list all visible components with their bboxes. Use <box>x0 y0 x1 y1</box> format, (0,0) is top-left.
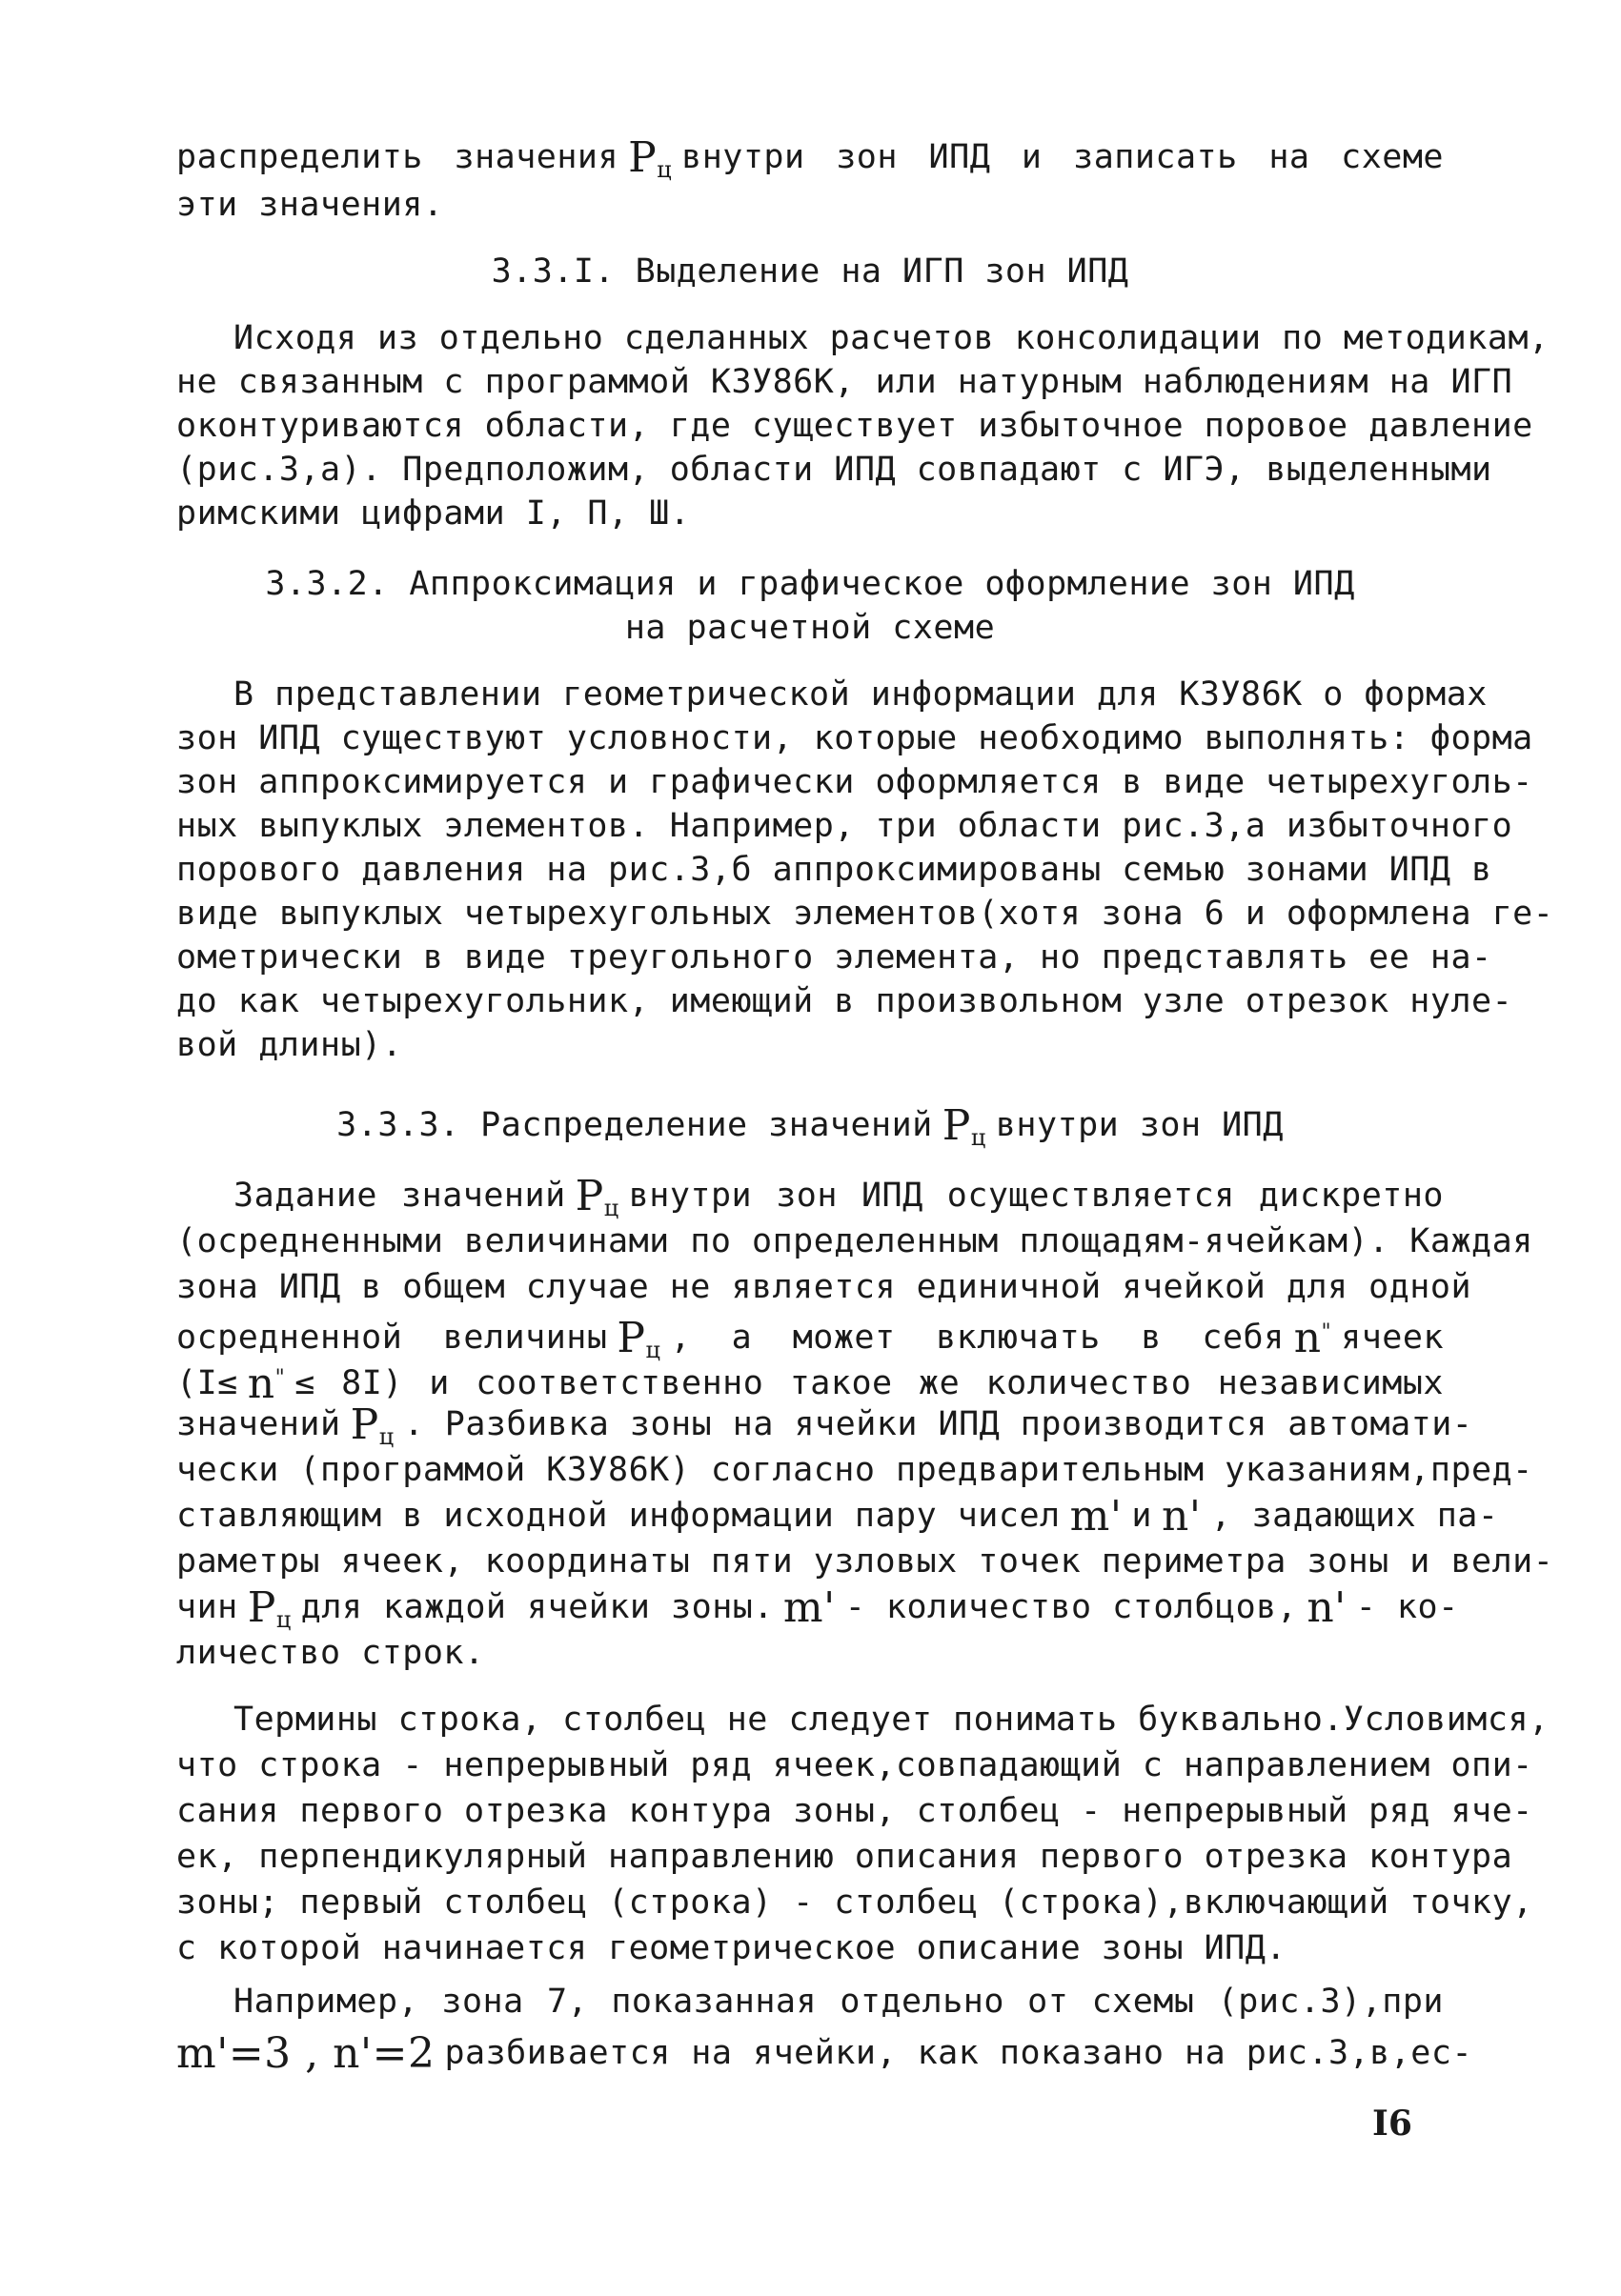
text-line: сания первого отрезка контура зоны, столбец - непрерывный ряд яче- <box>176 1792 1533 1830</box>
page-number: I6 <box>1372 2104 1412 2144</box>
text-line: что строка - непрерывный ряд ячеек,совпадающий с направлением опи- <box>176 1746 1533 1784</box>
text-line: ных выпуклых элементов. Например, три области рис.3,а избыточного <box>176 807 1513 845</box>
text-line: зон аппроксимируется и графически оформляется в виде четырехуголь- <box>176 763 1533 801</box>
symbol-p-c: $P_ц$ <box>575 1172 619 1221</box>
text-line: Задание значений $P_ц$ внутри зон ИПД осуществляется дискретно <box>233 1174 1444 1230</box>
text-line: вой длины). <box>176 1026 403 1064</box>
symbol-n-double-prime: n" <box>1293 1314 1332 1362</box>
symbol-p-c: $P_ц$ <box>617 1314 661 1363</box>
text-line: Исходя из отдельно сделанных расчетов консолидации по методикам, <box>233 319 1550 357</box>
symbol-m-prime: m' <box>782 1583 836 1632</box>
text-line: не связанным с программой КЗУ86К, или натурным наблюдениям на ИГП <box>176 363 1513 401</box>
section-heading-3-3-2-cont: на расчетной схеме <box>624 609 996 647</box>
symbol-m-n-values: m'=3 , n'=2 <box>176 2029 436 2078</box>
text-line: Термины строка, столбец не следует понимать буквально.Условимся, <box>233 1701 1550 1739</box>
symbol-p-c: $P_ц$ <box>628 133 673 183</box>
text-line: оконтуриваются области, где существует избыточное поровое давление <box>176 407 1533 445</box>
text-line: личество строк. <box>176 1634 485 1672</box>
text-line: раметры ячеек, координаты пяти узловых точек периметра зоны и вели- <box>176 1542 1554 1581</box>
section-heading-3-3-1: 3.3.I. Выделение на ИГП зон ИПД <box>491 252 1129 291</box>
text-line: (осредненными величинами по определенным площадям-ячейкам). Каждая <box>176 1222 1533 1260</box>
text-line: ек, перпендикулярный направлению описания первого отрезка контура <box>176 1838 1513 1876</box>
text-line: зоны; первый столбец (строка) - столбец (строка),включающий точку, <box>176 1883 1533 1922</box>
text-line: зона ИПД в общем случае не является единичной ячейкой для одной <box>176 1268 1472 1306</box>
text-line: зон ИПД существуют условности, которые необходимо выполнять: форма <box>176 719 1533 757</box>
symbol-m-prime: m' <box>1069 1492 1123 1541</box>
text-line: осредненной величины $P_ц$ , а может включать в себя n" ячеек <box>176 1311 1444 1372</box>
symbol-n-double-prime: n" <box>247 1359 286 1408</box>
text-line: чин $P_ц$ для каждой ячейки зоны. m' - количество столбцов, n' - ко- <box>176 1585 1444 1641</box>
text-line: (I≤ n" ≤ 8I) и соответственно такое же количество независимых <box>176 1357 1444 1406</box>
symbol-p-c: $P_ц$ <box>247 1583 292 1633</box>
section-heading-3-3-3: 3.3.3. Распределение значений $P_ц$ внутри зон ИПД <box>176 1103 1444 1159</box>
symbol-n-prime: n' <box>1307 1583 1347 1632</box>
text-line: (рис.3,а). Предположим, области ИПД совпадают с ИГЭ, выделенными <box>176 451 1492 489</box>
text-line: ометрически в виде треугольного элемента, но представлять ее на- <box>176 938 1492 977</box>
text-line: значений $P_ц$ . Разбивка зоны на ячейки ИПД производится автомати- <box>176 1402 1444 1459</box>
text-line: В представлении геометрической информации для КЗУ86К о формах <box>233 675 1488 714</box>
symbol-n-prime: n' <box>1162 1492 1202 1541</box>
text-line: порового давления на рис.3,б аппроксимированы семью зонами ИПД в <box>176 851 1492 889</box>
text-line: до как четырехугольник, имеющий в произвольном узле отрезок нуле- <box>176 982 1513 1020</box>
text-line: с которой начинается геометрическое описание зоны ИПД. <box>176 1929 1287 1967</box>
text-line: эти значения. <box>176 186 444 224</box>
text-line: чески (программой КЗУ86К) согласно предварительным указаниям,пред- <box>176 1451 1533 1489</box>
symbol-p-c: $P_ц$ <box>942 1101 986 1151</box>
text-line: римскими цифрами I, П, Ш. <box>176 494 691 533</box>
text-line: распределить значения $P_ц$ внутри зон ИПД и записать на схеме <box>176 135 1444 191</box>
symbol-p-c: $P_ц$ <box>350 1400 395 1450</box>
text-line: Например, зона 7, показанная отдельно от схемы (рис.3),при <box>233 1983 1444 2021</box>
section-heading-3-3-2: 3.3.2. Аппроксимация и графическое оформление зон ИПД <box>265 565 1355 603</box>
text-line: виде выпуклых четырехугольных элементов(хотя зона 6 и оформлена ге- <box>176 895 1554 933</box>
text-line: m'=3 , n'=2 разбивается на ячейки, как показано на рис.3,в,ес- <box>176 2029 1473 2078</box>
text-line: ставляющим в исходной информации пару чисел m' и n' , задающих па- <box>176 1492 1499 1541</box>
